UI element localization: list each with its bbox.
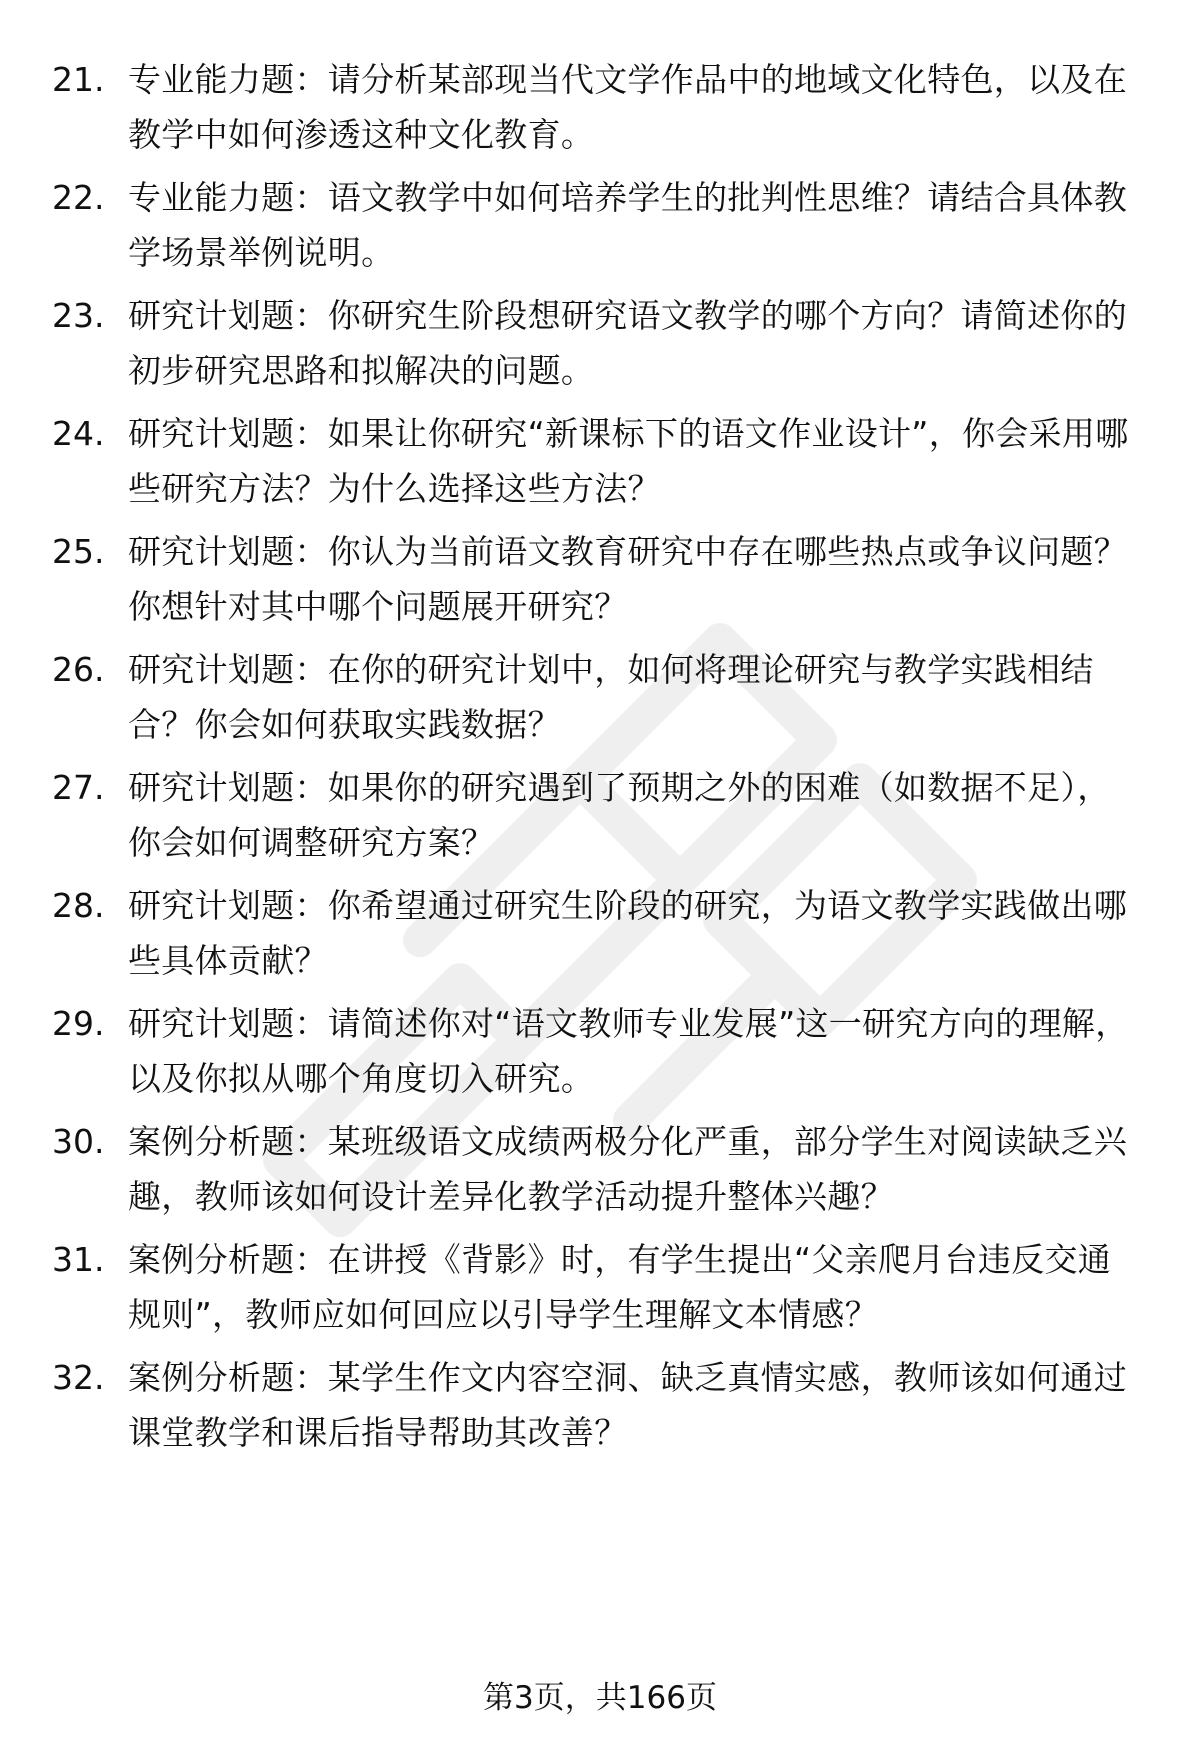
question-number: 21. [52,60,105,99]
question-number: 29. [52,1004,105,1043]
question-number: 28. [52,886,105,925]
page-number: 第3页，共166页 [483,1680,717,1716]
question-number: 27. [52,768,105,807]
question-text: 研究计划题：在你的研究计划中，如何将理论研究与教学实践相结合？你会如何获取实践数据？ [128,650,1094,744]
question-text: 专业能力题：语文教学中如何培养学生的批判性思维？请结合具体教学场景举例说明。 [128,178,1127,272]
question-number: 30. [52,1122,105,1161]
question-item [0,524,1200,624]
question-text: 研究计划题：你研究生阶段想研究语文教学的哪个方向？请简述你的初步研究思路和拟解决的问题。 [128,296,1127,390]
question-text: 研究计划题：如果你的研究遇到了预期之外的困难（如数据不足），你会如何调整研究方案？ [128,768,1111,862]
question-number: 24. [52,414,105,453]
question-item [0,170,1200,270]
question-number: 22. [52,178,105,217]
question-item [0,52,1200,152]
question-number: 32. [52,1358,105,1397]
question-item [0,642,1200,742]
question-item [0,878,1200,978]
question-text: 专业能力题：请分析某部现当代文学作品中的地域文化特色，以及在教学中如何渗透这种文化教育。 [128,60,1127,154]
question-item [0,1114,1200,1214]
question-item [0,760,1200,860]
question-text: 案例分析题：某学生作文内容空洞、缺乏真情实感，教师该如何通过课堂教学和课后指导帮助其改善？ [128,1358,1127,1452]
question-item [0,1350,1200,1450]
question-item [0,996,1200,1096]
question-number: 26. [52,650,105,689]
question-text: 研究计划题：请简述你对“语文教师专业发展”这一研究方向的理解，以及你拟从哪个角度切入研究。 [128,1004,1129,1098]
question-number: 31. [52,1240,105,1279]
question-text: 案例分析题：某班级语文成绩两极分化严重，部分学生对阅读缺乏兴趣，教师该如何设计差异化教学活动提升整体兴趣？ [128,1122,1127,1216]
question-text: 研究计划题：你希望通过研究生阶段的研究，为语文教学实践做出哪些具体贡献？ [128,886,1127,980]
question-number: 25. [52,532,105,571]
question-text: 研究计划题：如果让你研究“新课标下的语文作业设计”，你会采用哪些研究方法？为什么选择这些方法？ [128,414,1129,508]
question-item [0,1232,1200,1332]
question-number: 23. [52,296,105,335]
question-text: 案例分析题：在讲授《背影》时，有学生提出“父亲爬月台违反交通规则”，教师应如何回应以引导学生理解文本情感？ [128,1240,1112,1334]
question-item [0,406,1200,506]
question-item [0,288,1200,388]
question-text: 研究计划题：你认为当前语文教育研究中存在哪些热点或争议问题？你想针对其中哪个问题展开研究？ [128,532,1127,626]
